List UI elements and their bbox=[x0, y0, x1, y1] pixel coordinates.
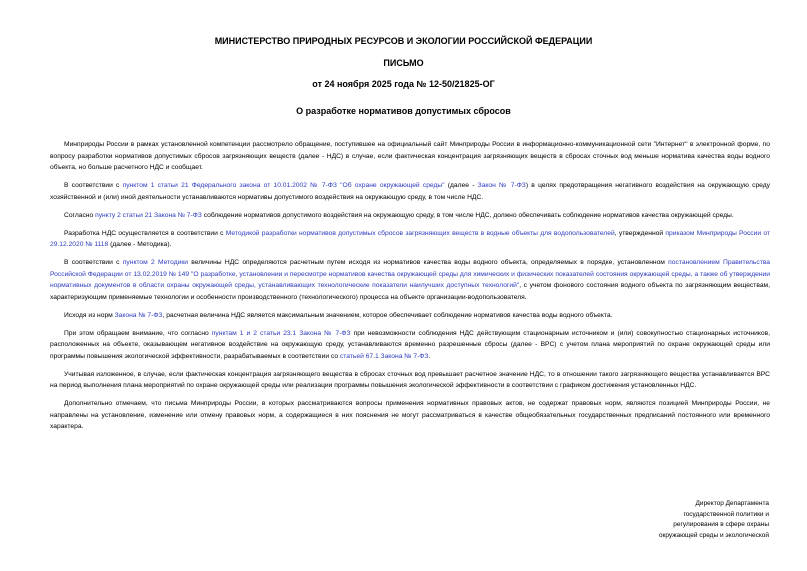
letter-paragraph bbox=[50, 257, 770, 303]
letter-paragraph bbox=[50, 228, 770, 251]
paragraph-text: Согласно bbox=[64, 211, 96, 219]
legal-reference-link[interactable]: приказом Минприроды России от 29.12.2020 № 1118 bbox=[50, 229, 770, 248]
paragraph-text: Дополнительно отмечаем, что письма Минприроды России, в которых рассматриваются вопросы применения нормативных правовых актов, не содержат правовых норм, являются позицией Минприроды России, не направлены на установление, изменение или отмену правовых норм, а содержащиеся в них пояснения не могут рассматриваться в качестве общеобязательных государственных предписаний постоянного или временного характера. bbox=[50, 400, 770, 430]
paragraph-text: , с учетом фонового состояния водного объекта по загрязняющим веществам, характеризующим применяемые технологии и особенности производственного (технологического) процесса на объекте организации-водопользователя. bbox=[50, 282, 770, 301]
legal-reference-link[interactable]: Методикой разработки нормативов допустимых сбросов загрязняющих веществ в водные объекты для водопользователей bbox=[225, 229, 615, 237]
paragraph-text: (далее - Методика). bbox=[108, 241, 172, 248]
document-type: ПИСЬМО bbox=[383, 58, 424, 68]
paragraph-text: , расчетная величина НДС является максимальным значением, которое обеспечивает соблюдение нормативов качества воды водного объекта. bbox=[162, 311, 613, 319]
signature-line: окружающей среды и экологической bbox=[658, 532, 769, 540]
legal-reference-link[interactable]: пунктом 2 Методики bbox=[122, 259, 189, 266]
ministry-heading: МИНИСТЕРСТВО ПРИРОДНЫХ РЕСУРСОВ И ЭКОЛОГИИ РОССИЙСКОЙ ФЕДЕРАЦИИ bbox=[214, 36, 593, 46]
letter-paragraph bbox=[50, 180, 770, 203]
paragraph-text: В соответствии с bbox=[64, 182, 123, 189]
paragraph-text: ) в целях предотвращения негативного воздействия на окружающую среду хозяйственной и (или) иной деятельности устанавливаются нормативы допустимого воздействия на окружающую среду, в том числе НДС. bbox=[50, 182, 771, 201]
paragraph-text: соблюдение нормативов допустимого воздействия на окружающую среду, в том числе НДС, должно обеспечивать соблюдение нормативов качества окружающей среды. bbox=[201, 211, 734, 219]
paragraph-text: , утвержденной bbox=[614, 229, 666, 237]
paragraph-text: Исходя из норм bbox=[64, 311, 115, 319]
paragraph-text: При этом обращаем внимание, что согласно bbox=[64, 329, 212, 337]
legal-reference-link[interactable]: статьей 67.1 Закона № 7-ФЗ bbox=[339, 352, 429, 360]
paragraph-text: Разработка НДС осуществляется в соответствии с bbox=[64, 229, 226, 237]
letter-paragraph bbox=[50, 328, 770, 363]
signature-block bbox=[659, 499, 769, 542]
paragraph-text: В соответствии с bbox=[64, 259, 123, 266]
paragraph-text: Минприроды России в рамках установленной компетенции рассмотрело обращение, поступившее на официальный сайт Минприроды России в информационно-коммуникационной сети "Интернет" в электронной форме, по вопросу разработки нормативов допустимых сбросов загрязняющих веществ (далее - НДС) в случае, если фактическая концентрация загрязняющих веществ в сбросах сточных вод меньше норматива качества воды водного объекта, но больше расчетного НДС и сообщает. bbox=[50, 141, 770, 171]
letter-subject: О разработке нормативов допустимых сбросов bbox=[296, 106, 511, 116]
letter-paragraph bbox=[50, 139, 770, 174]
paragraph-text: Учитывая изложенное, в случае, если фактическая концентрация загрязняющего вещества в сбросах сточных вод превышает расчетное значение НДС, то в отношении такого загрязняющего вещества устанавливается ВРС на период выполнения плана мероприятий по охране окружающей среды или реализации программы повышения экологической эффективности в соответствии с графиком достижения установленных НДС. bbox=[50, 370, 770, 389]
document-date-number: от 24 ноября 2025 года № 12-50/21825-ОГ bbox=[312, 79, 495, 89]
legal-reference-link[interactable]: Закон № 7-ФЗ bbox=[477, 182, 526, 189]
signature-line: государственной политики и bbox=[683, 510, 769, 518]
signature-line: Директор Департамента bbox=[695, 500, 769, 507]
letter-paragraph bbox=[50, 210, 770, 222]
legal-reference-link[interactable]: постановлением Правительства Российской Федерации от 13.02.2019 № 149 "О разработке, установлении и пересмотре нормативов качества окружающей среды для химических и физических показателей состояния окружающей среды, а также об утверждении нормативных документов в области охраны окружающей среды, устанавливающих технологические показатели наилучших доступных технологий" bbox=[50, 259, 771, 289]
paragraph-text: (далее - bbox=[444, 182, 478, 189]
paragraph-text: при невозможности соблюдения НДС действующим стационарным источником и (или) совокупностью стационарных источников, расположенных на объекте, оказывающем негативное воздействие на окружающую среду, устанавливаются временно разрешенные сбросы (далее - ВРС) с учетом плана мероприятий по охране окружающей среды или программы повышения экологической эффективности, разрабатываемых в соответствии со bbox=[50, 329, 770, 360]
paragraph-text: величины НДС определяются расчетным путем исходя из нормативов качества воды водного объекта, определяемых в порядке, установленном bbox=[188, 259, 669, 266]
paragraph-text: . bbox=[428, 352, 431, 360]
legal-reference-link[interactable]: пунктам 1 и 2 статьи 23.1 Закона № 7-ФЗ bbox=[211, 329, 351, 337]
letter-paragraph bbox=[50, 310, 770, 322]
legal-reference-link[interactable]: Закона № 7-ФЗ bbox=[114, 311, 163, 319]
letter-paragraph bbox=[50, 398, 770, 433]
legal-reference-link[interactable]: пунктом 1 статьи 21 Федерального закона от 10.01.2002 № 7-ФЗ "Об охране окружающей среды" bbox=[122, 182, 445, 189]
letter-paragraph bbox=[50, 369, 770, 392]
signature-line: регулирования в сфере охраны bbox=[673, 521, 769, 529]
legal-reference-link[interactable]: пункту 2 статьи 21 Закона № 7-ФЗ bbox=[95, 211, 202, 219]
letter-body bbox=[50, 139, 770, 439]
